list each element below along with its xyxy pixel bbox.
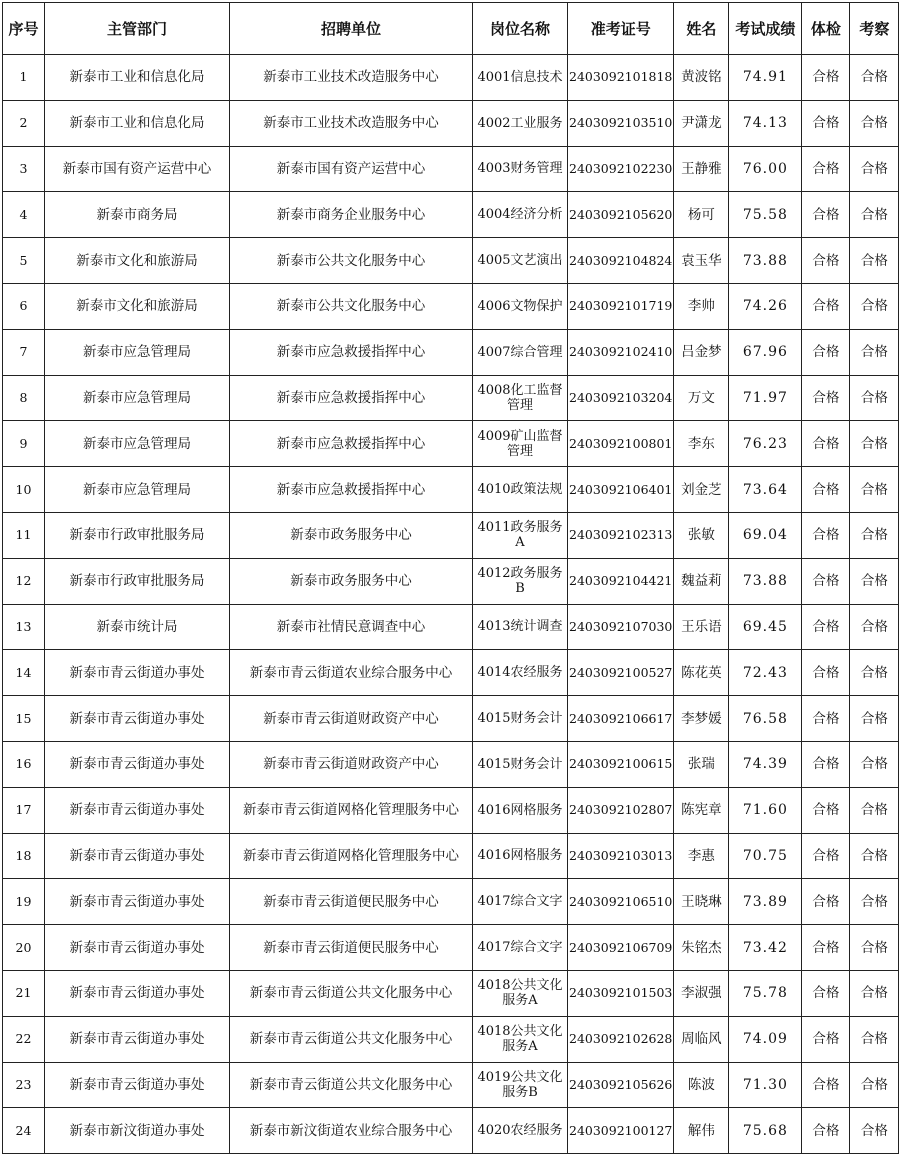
cell-ticket: 2403092101818 [568, 55, 674, 101]
cell-ticket: 2403092101503 [568, 970, 674, 1016]
cell-name: 刘金芝 [674, 467, 729, 513]
cell-review: 合格 [850, 329, 899, 375]
cell-score: 74.13 [729, 100, 802, 146]
cell-physical: 合格 [802, 741, 850, 787]
table-row [3, 100, 899, 146]
cell-seq: 1 [3, 55, 45, 101]
cell-score: 70.75 [729, 833, 802, 879]
cell-seq: 11 [3, 512, 45, 558]
cell-unit: 新泰市青云街道便民服务中心 [230, 925, 473, 971]
cell-dept: 新泰市青云街道办事处 [45, 1016, 230, 1062]
cell-physical: 合格 [802, 1016, 850, 1062]
cell-physical: 合格 [802, 1062, 850, 1108]
cell-position: 4016网格服务 [473, 787, 568, 833]
cell-seq: 14 [3, 650, 45, 696]
cell-review: 合格 [850, 1062, 899, 1108]
cell-physical: 合格 [802, 970, 850, 1016]
cell-unit: 新泰市青云街道公共文化服务中心 [230, 1016, 473, 1062]
cell-dept: 新泰市工业和信息化局 [45, 100, 230, 146]
cell-dept: 新泰市青云街道办事处 [45, 650, 230, 696]
cell-score: 75.58 [729, 192, 802, 238]
cell-position: 4010政策法规 [473, 467, 568, 513]
cell-seq: 10 [3, 467, 45, 513]
cell-unit: 新泰市应急救援指挥中心 [230, 421, 473, 467]
cell-ticket: 2403092102230 [568, 146, 674, 192]
cell-dept: 新泰市青云街道办事处 [45, 970, 230, 1016]
table-row [3, 192, 899, 238]
cell-score: 74.26 [729, 283, 802, 329]
table-row [3, 787, 899, 833]
cell-name: 李东 [674, 421, 729, 467]
table-body [3, 55, 899, 1154]
cell-dept: 新泰市文化和旅游局 [45, 238, 230, 284]
cell-dept: 新泰市青云街道办事处 [45, 925, 230, 971]
table-row [3, 970, 899, 1016]
cell-position: 4009矿山监督管理 [473, 421, 568, 467]
cell-position: 4012政务服务B [473, 558, 568, 604]
cell-physical: 合格 [802, 467, 850, 513]
results-table [2, 2, 899, 1154]
table-row [3, 1062, 899, 1108]
cell-seq: 16 [3, 741, 45, 787]
cell-unit: 新泰市青云街道公共文化服务中心 [230, 970, 473, 1016]
cell-physical: 合格 [802, 283, 850, 329]
cell-physical: 合格 [802, 375, 850, 421]
header-unit: 招聘单位 [230, 3, 473, 55]
cell-position: 4018公共文化服务A [473, 970, 568, 1016]
cell-ticket: 2403092102807 [568, 787, 674, 833]
cell-name: 李惠 [674, 833, 729, 879]
cell-review: 合格 [850, 512, 899, 558]
cell-review: 合格 [850, 192, 899, 238]
cell-score: 73.89 [729, 879, 802, 925]
cell-position: 4002工业服务 [473, 100, 568, 146]
cell-unit: 新泰市青云街道便民服务中心 [230, 879, 473, 925]
cell-score: 76.58 [729, 696, 802, 742]
cell-unit: 新泰市青云街道公共文化服务中心 [230, 1062, 473, 1108]
cell-score: 76.23 [729, 421, 802, 467]
cell-score: 69.04 [729, 512, 802, 558]
cell-review: 合格 [850, 238, 899, 284]
header-seq: 序号 [3, 3, 45, 55]
cell-dept: 新泰市应急管理局 [45, 421, 230, 467]
cell-seq: 12 [3, 558, 45, 604]
table-row [3, 1016, 899, 1062]
cell-review: 合格 [850, 879, 899, 925]
cell-seq: 7 [3, 329, 45, 375]
cell-review: 合格 [850, 696, 899, 742]
cell-unit: 新泰市应急救援指挥中心 [230, 375, 473, 421]
cell-seq: 24 [3, 1108, 45, 1154]
cell-name: 黄波铭 [674, 55, 729, 101]
header-name: 姓名 [674, 3, 729, 55]
cell-name: 陈宪章 [674, 787, 729, 833]
cell-name: 陈波 [674, 1062, 729, 1108]
cell-dept: 新泰市应急管理局 [45, 375, 230, 421]
cell-ticket: 2403092105620 [568, 192, 674, 238]
header-ticket: 准考证号 [568, 3, 674, 55]
cell-seq: 18 [3, 833, 45, 879]
cell-seq: 13 [3, 604, 45, 650]
cell-dept: 新泰市青云街道办事处 [45, 741, 230, 787]
cell-unit: 新泰市工业技术改造服务中心 [230, 55, 473, 101]
cell-ticket: 2403092100527 [568, 650, 674, 696]
cell-dept: 新泰市应急管理局 [45, 329, 230, 375]
cell-name: 李帅 [674, 283, 729, 329]
cell-unit: 新泰市商务企业服务中心 [230, 192, 473, 238]
cell-review: 合格 [850, 375, 899, 421]
cell-review: 合格 [850, 558, 899, 604]
cell-review: 合格 [850, 100, 899, 146]
cell-name: 解伟 [674, 1108, 729, 1154]
cell-name: 王乐语 [674, 604, 729, 650]
table-row [3, 604, 899, 650]
table-row [3, 283, 899, 329]
cell-dept: 新泰市商务局 [45, 192, 230, 238]
cell-ticket: 2403092105626 [568, 1062, 674, 1108]
cell-dept: 新泰市应急管理局 [45, 467, 230, 513]
cell-name: 陈花英 [674, 650, 729, 696]
table-row [3, 558, 899, 604]
cell-review: 合格 [850, 1016, 899, 1062]
header-row [3, 3, 899, 55]
cell-unit: 新泰市公共文化服务中心 [230, 238, 473, 284]
cell-ticket: 2403092103204 [568, 375, 674, 421]
cell-dept: 新泰市新汶街道办事处 [45, 1108, 230, 1154]
cell-score: 73.88 [729, 238, 802, 284]
table-row [3, 146, 899, 192]
cell-score: 74.91 [729, 55, 802, 101]
cell-review: 合格 [850, 1108, 899, 1154]
cell-ticket: 2403092103013 [568, 833, 674, 879]
cell-score: 75.68 [729, 1108, 802, 1154]
cell-dept: 新泰市青云街道办事处 [45, 879, 230, 925]
cell-physical: 合格 [802, 192, 850, 238]
cell-physical: 合格 [802, 1108, 850, 1154]
cell-name: 万文 [674, 375, 729, 421]
header-position: 岗位名称 [473, 3, 568, 55]
cell-ticket: 2403092102410 [568, 329, 674, 375]
cell-dept: 新泰市文化和旅游局 [45, 283, 230, 329]
cell-position: 4019公共文化服务B [473, 1062, 568, 1108]
table-row [3, 329, 899, 375]
cell-name: 王晓琳 [674, 879, 729, 925]
cell-score: 69.45 [729, 604, 802, 650]
cell-seq: 4 [3, 192, 45, 238]
cell-seq: 2 [3, 100, 45, 146]
cell-dept: 新泰市国有资产运营中心 [45, 146, 230, 192]
cell-physical: 合格 [802, 238, 850, 284]
cell-ticket: 2403092107030 [568, 604, 674, 650]
cell-name: 朱铭杰 [674, 925, 729, 971]
cell-ticket: 2403092106617 [568, 696, 674, 742]
cell-physical: 合格 [802, 650, 850, 696]
cell-ticket: 2403092100801 [568, 421, 674, 467]
cell-name: 李淑强 [674, 970, 729, 1016]
cell-position: 4014农经服务 [473, 650, 568, 696]
cell-physical: 合格 [802, 604, 850, 650]
cell-review: 合格 [850, 970, 899, 1016]
cell-unit: 新泰市青云街道财政资产中心 [230, 696, 473, 742]
cell-dept: 新泰市工业和信息化局 [45, 55, 230, 101]
table-row [3, 696, 899, 742]
table-row [3, 467, 899, 513]
cell-unit: 新泰市国有资产运营中心 [230, 146, 473, 192]
cell-name: 王静雅 [674, 146, 729, 192]
cell-physical: 合格 [802, 925, 850, 971]
cell-seq: 19 [3, 879, 45, 925]
cell-ticket: 2403092101719 [568, 283, 674, 329]
cell-dept: 新泰市青云街道办事处 [45, 833, 230, 879]
cell-position: 4008化工监督管理 [473, 375, 568, 421]
cell-position: 4018公共文化服务A [473, 1016, 568, 1062]
cell-score: 71.60 [729, 787, 802, 833]
cell-seq: 17 [3, 787, 45, 833]
cell-seq: 20 [3, 925, 45, 971]
header-score: 考试成绩 [729, 3, 802, 55]
table-row [3, 650, 899, 696]
cell-name: 尹潇龙 [674, 100, 729, 146]
cell-name: 李梦媛 [674, 696, 729, 742]
header-dept: 主管部门 [45, 3, 230, 55]
table-row [3, 375, 899, 421]
cell-ticket: 2403092100127 [568, 1108, 674, 1154]
cell-name: 袁玉华 [674, 238, 729, 284]
cell-ticket: 2403092102313 [568, 512, 674, 558]
cell-position: 4013统计调查 [473, 604, 568, 650]
cell-physical: 合格 [802, 55, 850, 101]
cell-position: 4005文艺演出 [473, 238, 568, 284]
cell-seq: 15 [3, 696, 45, 742]
cell-unit: 新泰市工业技术改造服务中心 [230, 100, 473, 146]
table-row [3, 512, 899, 558]
cell-physical: 合格 [802, 146, 850, 192]
cell-review: 合格 [850, 925, 899, 971]
cell-physical: 合格 [802, 787, 850, 833]
cell-score: 72.43 [729, 650, 802, 696]
cell-position: 4017综合文字 [473, 925, 568, 971]
cell-seq: 3 [3, 146, 45, 192]
cell-review: 合格 [850, 741, 899, 787]
cell-review: 合格 [850, 467, 899, 513]
cell-unit: 新泰市应急救援指挥中心 [230, 329, 473, 375]
cell-dept: 新泰市青云街道办事处 [45, 1062, 230, 1108]
cell-review: 合格 [850, 650, 899, 696]
cell-score: 71.97 [729, 375, 802, 421]
cell-dept: 新泰市行政审批服务局 [45, 558, 230, 604]
cell-review: 合格 [850, 604, 899, 650]
table-row [3, 833, 899, 879]
cell-score: 74.39 [729, 741, 802, 787]
cell-position: 4011政务服务A [473, 512, 568, 558]
cell-position: 4007综合管理 [473, 329, 568, 375]
cell-position: 4015财务会计 [473, 741, 568, 787]
cell-seq: 5 [3, 238, 45, 284]
cell-score: 67.96 [729, 329, 802, 375]
cell-ticket: 2403092104421 [568, 558, 674, 604]
table-row [3, 1108, 899, 1154]
cell-score: 71.30 [729, 1062, 802, 1108]
cell-ticket: 2403092102628 [568, 1016, 674, 1062]
cell-unit: 新泰市社情民意调查中心 [230, 604, 473, 650]
cell-position: 4006文物保护 [473, 283, 568, 329]
cell-unit: 新泰市应急救援指挥中心 [230, 467, 473, 513]
cell-name: 张敏 [674, 512, 729, 558]
cell-score: 74.09 [729, 1016, 802, 1062]
cell-unit: 新泰市公共文化服务中心 [230, 283, 473, 329]
cell-seq: 23 [3, 1062, 45, 1108]
cell-score: 73.88 [729, 558, 802, 604]
cell-position: 4015财务会计 [473, 696, 568, 742]
cell-name: 吕金梦 [674, 329, 729, 375]
cell-name: 魏益莉 [674, 558, 729, 604]
cell-ticket: 2403092104824 [568, 238, 674, 284]
cell-physical: 合格 [802, 833, 850, 879]
cell-ticket: 2403092106709 [568, 925, 674, 971]
cell-position: 4003财务管理 [473, 146, 568, 192]
cell-score: 75.78 [729, 970, 802, 1016]
cell-review: 合格 [850, 787, 899, 833]
cell-dept: 新泰市青云街道办事处 [45, 787, 230, 833]
cell-score: 73.64 [729, 467, 802, 513]
table-row [3, 925, 899, 971]
cell-score: 76.00 [729, 146, 802, 192]
table-row [3, 741, 899, 787]
cell-ticket: 2403092106401 [568, 467, 674, 513]
header-review: 考察 [850, 3, 899, 55]
cell-review: 合格 [850, 833, 899, 879]
cell-position: 4004经济分析 [473, 192, 568, 238]
cell-ticket: 2403092103510 [568, 100, 674, 146]
results-sheet [2, 2, 899, 1154]
table-row [3, 879, 899, 925]
table-row [3, 238, 899, 284]
cell-score: 73.42 [729, 925, 802, 971]
cell-dept: 新泰市行政审批服务局 [45, 512, 230, 558]
cell-physical: 合格 [802, 696, 850, 742]
cell-position: 4001信息技术 [473, 55, 568, 101]
cell-position: 4016网格服务 [473, 833, 568, 879]
cell-physical: 合格 [802, 329, 850, 375]
cell-position: 4020农经服务 [473, 1108, 568, 1154]
cell-unit: 新泰市青云街道财政资产中心 [230, 741, 473, 787]
cell-seq: 8 [3, 375, 45, 421]
cell-name: 张瑞 [674, 741, 729, 787]
cell-name: 周临风 [674, 1016, 729, 1062]
table-row [3, 421, 899, 467]
header-physical: 体检 [802, 3, 850, 55]
cell-seq: 9 [3, 421, 45, 467]
cell-physical: 合格 [802, 512, 850, 558]
cell-seq: 21 [3, 970, 45, 1016]
cell-review: 合格 [850, 283, 899, 329]
cell-physical: 合格 [802, 558, 850, 604]
cell-unit: 新泰市青云街道网格化管理服务中心 [230, 787, 473, 833]
cell-seq: 22 [3, 1016, 45, 1062]
cell-dept: 新泰市统计局 [45, 604, 230, 650]
cell-ticket: 2403092106510 [568, 879, 674, 925]
table-row [3, 55, 899, 101]
cell-physical: 合格 [802, 100, 850, 146]
cell-name: 杨可 [674, 192, 729, 238]
cell-unit: 新泰市青云街道网格化管理服务中心 [230, 833, 473, 879]
cell-review: 合格 [850, 146, 899, 192]
cell-unit: 新泰市新汶街道农业综合服务中心 [230, 1108, 473, 1154]
cell-seq: 6 [3, 283, 45, 329]
cell-review: 合格 [850, 55, 899, 101]
cell-review: 合格 [850, 421, 899, 467]
cell-unit: 新泰市青云街道农业综合服务中心 [230, 650, 473, 696]
cell-position: 4017综合文字 [473, 879, 568, 925]
cell-ticket: 2403092100615 [568, 741, 674, 787]
cell-physical: 合格 [802, 879, 850, 925]
cell-physical: 合格 [802, 421, 850, 467]
cell-unit: 新泰市政务服务中心 [230, 558, 473, 604]
cell-dept: 新泰市青云街道办事处 [45, 696, 230, 742]
cell-unit: 新泰市政务服务中心 [230, 512, 473, 558]
